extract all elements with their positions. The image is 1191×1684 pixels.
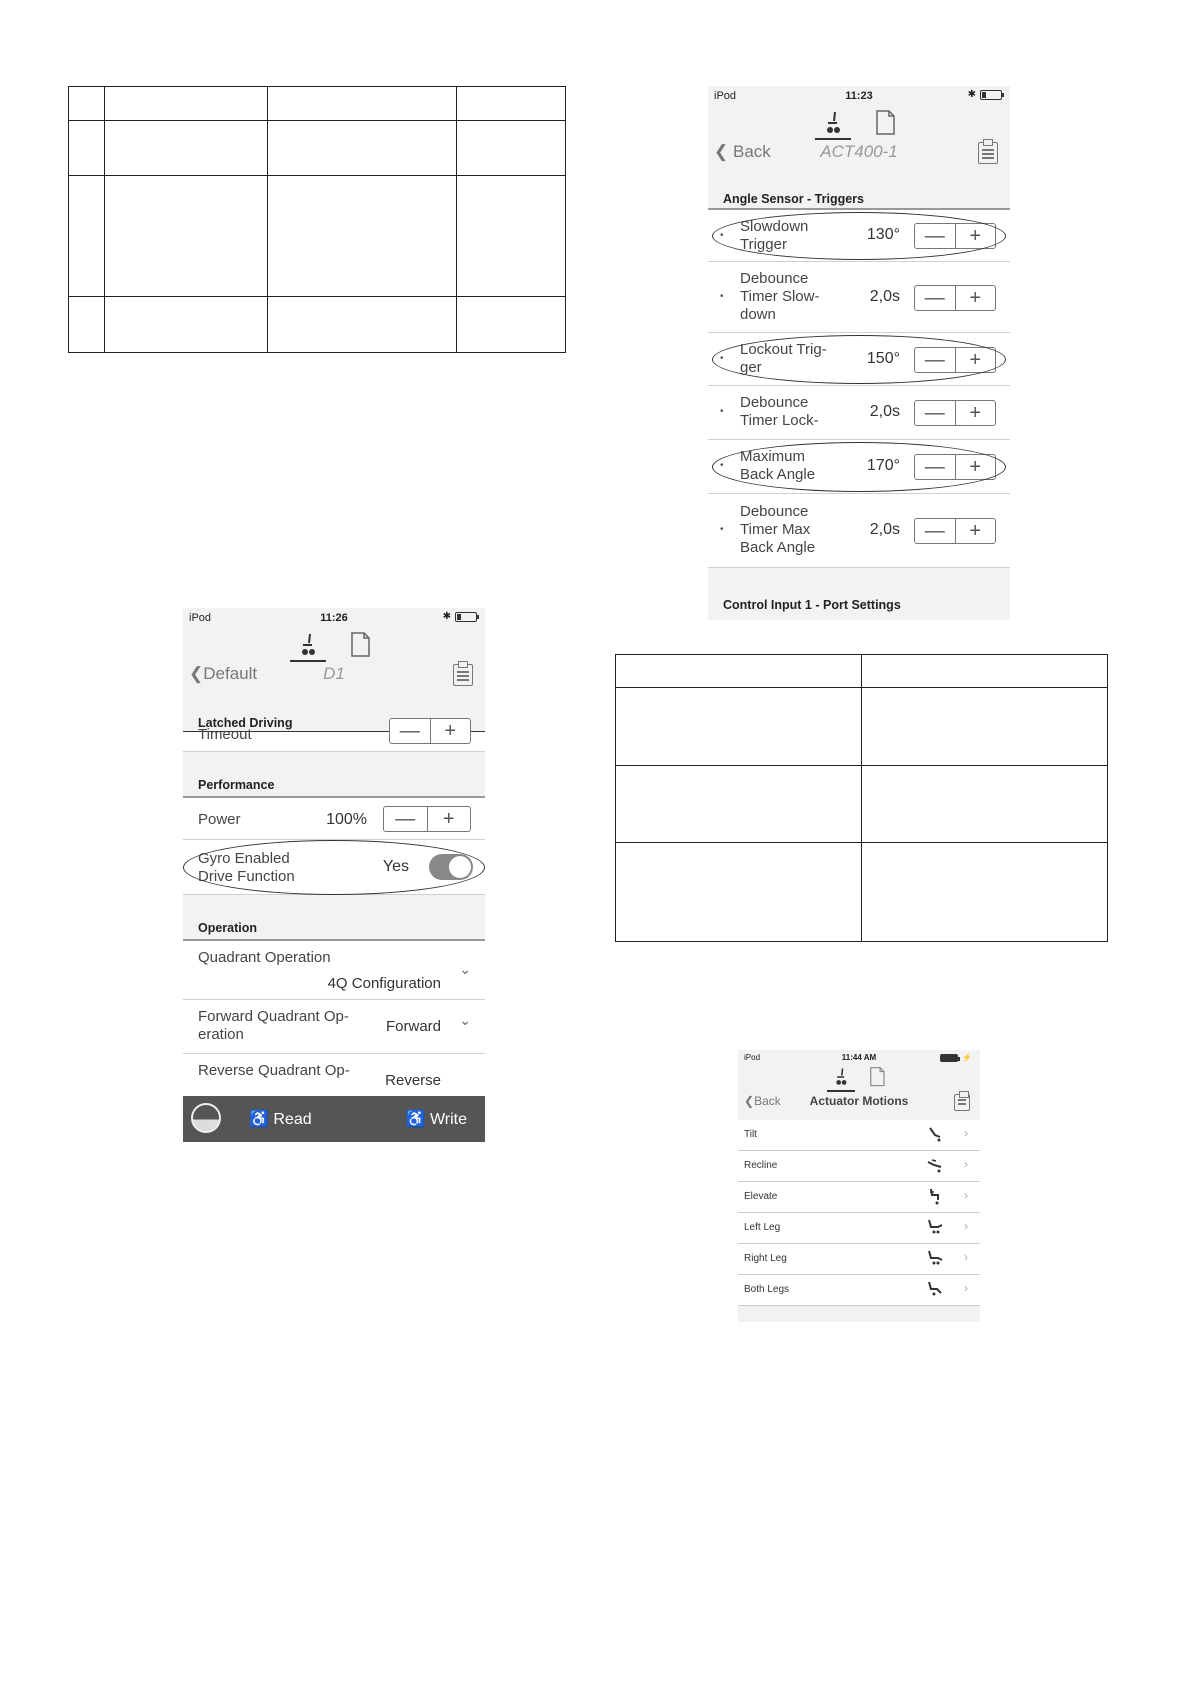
nav-bar <box>708 142 1010 172</box>
plus-button[interactable]: + <box>955 401 996 425</box>
chevron-right-icon: › <box>964 1250 968 1264</box>
elevate-icon <box>926 1187 944 1205</box>
tab-bar <box>183 630 485 662</box>
minus-button[interactable]: — <box>924 348 945 371</box>
plus-button[interactable]: + <box>430 719 471 743</box>
row-label: Lockout Trig- ger <box>740 341 827 376</box>
row-label: Gyro Enabled Drive Function <box>198 850 295 885</box>
status-time: 11:23 <box>845 90 873 102</box>
row-label: Debounce Timer Slow- down <box>740 270 820 323</box>
section-header-performance: Performance <box>183 752 485 798</box>
row-label: Maximum Back Angle <box>740 448 816 483</box>
plus-button[interactable]: + <box>427 807 471 831</box>
row-forward-quadrant-operation[interactable] <box>183 1000 485 1054</box>
plus-button[interactable]: + <box>955 348 996 372</box>
section-header-angle-sensor: Angle Sensor - Triggers <box>708 174 1010 210</box>
bluetooth-icon: ✱ <box>967 89 976 100</box>
both-legs-icon <box>926 1280 944 1298</box>
row-value: 130° <box>866 226 900 243</box>
screenshot-angle-sensor <box>708 86 1010 620</box>
status-bar <box>183 608 485 628</box>
wheelchair-tab-icon[interactable] <box>815 108 851 140</box>
tab-bar <box>738 1064 980 1092</box>
row-value: 4Q Configuration <box>327 975 441 992</box>
battery-icon <box>980 90 1002 100</box>
row-value: 170° <box>866 457 900 474</box>
row-maximum-back-angle: • Maximum Back Angle 170° — + <box>708 440 1010 494</box>
plus-button[interactable]: + <box>955 455 996 479</box>
nav-bar <box>183 664 485 694</box>
carrier-label: iPod <box>744 1053 761 1062</box>
write-button[interactable]: ♿ Write <box>405 1111 467 1128</box>
chevron-down-icon: ⌄ <box>459 961 471 977</box>
stepper[interactable] <box>383 806 471 832</box>
nav-title: Actuator Motions <box>809 1094 909 1108</box>
charging-icon: ⚡ <box>962 1053 972 1062</box>
minus-button[interactable]: — <box>395 807 416 830</box>
list-item-tilt[interactable]: Tilt › <box>738 1120 980 1151</box>
row-debounce-timer-slowdown: • Debounce Timer Slow- down 2,0s — + <box>708 262 1010 333</box>
row-label: Forward Quadrant Op- eration <box>198 1008 349 1043</box>
nav-bar <box>738 1094 980 1118</box>
list-item-left-leg[interactable]: Left Leg › <box>738 1213 980 1244</box>
wheelchair-tab-icon[interactable] <box>827 1064 855 1092</box>
nav-title: ACT400-1 <box>820 142 898 161</box>
tab-bar <box>708 108 1010 140</box>
row-label: Debounce Timer Max Back Angle <box>740 503 816 556</box>
row-value: Yes <box>382 858 409 875</box>
row-value: 100% <box>326 811 367 828</box>
minus-button[interactable]: — <box>399 719 420 742</box>
section-header-control-input: Control Input 1 - Port Settings <box>723 598 901 612</box>
list-item-elevate[interactable]: Elevate › <box>738 1182 980 1213</box>
battery-icon <box>940 1054 958 1062</box>
minus-button[interactable]: — <box>924 224 945 247</box>
chevron-right-icon: › <box>964 1188 968 1202</box>
stepper[interactable] <box>914 223 996 249</box>
row-debounce-timer-lockout: • Debounce Timer Lock- 2,0s — + <box>708 386 1010 440</box>
clipboard-icon[interactable] <box>978 142 998 164</box>
row-label: Quadrant Operation <box>198 949 331 966</box>
chevron-right-icon: › <box>964 1157 968 1171</box>
list-item-right-leg[interactable]: Right Leg › <box>738 1244 980 1275</box>
plus-button[interactable]: + <box>955 224 996 248</box>
row-power <box>183 798 485 840</box>
row-lockout-trigger: • Lockout Trig- ger 150° — + <box>708 333 1010 386</box>
read-wheelchair-icon: ♿ <box>249 1111 269 1128</box>
stepper[interactable] <box>914 347 996 373</box>
tilt-icon <box>926 1125 944 1143</box>
document-tab-icon[interactable] <box>863 1064 891 1090</box>
screenshot-actuator-motions <box>738 1050 980 1322</box>
nav-title: D1 <box>323 664 345 683</box>
minus-button[interactable]: — <box>924 286 945 309</box>
plus-button[interactable]: + <box>955 286 996 310</box>
clipboard-icon[interactable] <box>453 664 473 686</box>
write-wheelchair-icon: ♿ <box>405 1111 426 1128</box>
list-item-both-legs[interactable]: Both Legs › <box>738 1275 980 1306</box>
document-tab-icon[interactable] <box>342 630 378 660</box>
row-value: Forward <box>385 1018 441 1035</box>
screenshot-default-profile <box>183 608 485 1142</box>
plus-button[interactable]: + <box>955 519 996 543</box>
minus-button[interactable]: — <box>924 401 945 424</box>
section-header-latched-driving: Latched Driving <box>183 696 485 732</box>
bluetooth-icon: ✱ <box>442 611 451 622</box>
row-gyro-enabled <box>183 840 485 895</box>
stepper[interactable] <box>914 518 996 544</box>
back-button[interactable]: ❮ Back <box>714 142 771 161</box>
clipboard-icon[interactable] <box>954 1094 970 1111</box>
section-header-operation: Operation <box>183 895 485 941</box>
row-quadrant-operation[interactable] <box>183 941 485 1000</box>
connection-status-icon[interactable] <box>191 1103 221 1133</box>
status-time: 11:26 <box>320 612 348 624</box>
wheelchair-tab-icon[interactable] <box>290 630 326 662</box>
row-value: Reverse <box>385 1072 441 1089</box>
chevron-left-icon: ❮ <box>744 1094 755 1108</box>
row-label: Reverse Quadrant Op- <box>198 1062 350 1079</box>
row-label: Slowdown Trigger <box>740 218 809 253</box>
chevron-right-icon: › <box>964 1126 968 1140</box>
gyro-toggle[interactable] <box>429 854 473 880</box>
row-value: 2,0s <box>869 288 900 305</box>
row-value: 2,0s <box>869 521 900 538</box>
back-button[interactable]: ❮Default <box>189 664 258 683</box>
carrier-label: iPod <box>189 612 212 624</box>
chevron-left-icon: ❮ <box>714 142 729 161</box>
row-label: Timeout <box>198 726 252 743</box>
left-leg-icon <box>926 1218 944 1236</box>
status-bar <box>708 86 1010 106</box>
chevron-down-icon: ⌄ <box>459 1012 471 1028</box>
list-item-recline[interactable]: Recline › <box>738 1151 980 1182</box>
minus-button[interactable]: — <box>924 519 945 542</box>
stepper[interactable] <box>389 718 471 744</box>
row-value: 150° <box>866 350 900 367</box>
stepper[interactable] <box>914 454 996 480</box>
chevron-right-icon: › <box>964 1281 968 1295</box>
read-button[interactable]: ♿ Read <box>249 1111 312 1128</box>
bottom-toolbar <box>183 1096 485 1142</box>
minus-button[interactable]: — <box>924 455 945 478</box>
stepper[interactable] <box>914 400 996 426</box>
row-slowdown-trigger: • Slowdown Trigger 130° — + <box>708 210 1010 262</box>
document-tab-icon[interactable] <box>867 108 903 138</box>
stepper[interactable] <box>914 285 996 311</box>
row-debounce-timer-max-back-angle: • Debounce Timer Max Back Angle 2,0s — + <box>708 494 1010 568</box>
carrier-label: iPod <box>714 90 737 102</box>
chevron-right-icon: › <box>964 1219 968 1233</box>
row-label: Power <box>198 811 241 828</box>
status-time: 11:44 AM <box>841 1053 877 1062</box>
row-label: Debounce Timer Lock- <box>740 394 819 429</box>
chevron-left-icon: ❮ <box>189 664 204 683</box>
back-button[interactable]: ❮Back <box>744 1094 781 1108</box>
empty-table-top-left <box>68 86 566 353</box>
empty-table-right <box>615 654 1108 942</box>
row-value: 2,0s <box>869 403 900 420</box>
recline-icon <box>926 1156 944 1174</box>
battery-icon <box>455 612 477 622</box>
right-leg-icon <box>926 1249 944 1267</box>
